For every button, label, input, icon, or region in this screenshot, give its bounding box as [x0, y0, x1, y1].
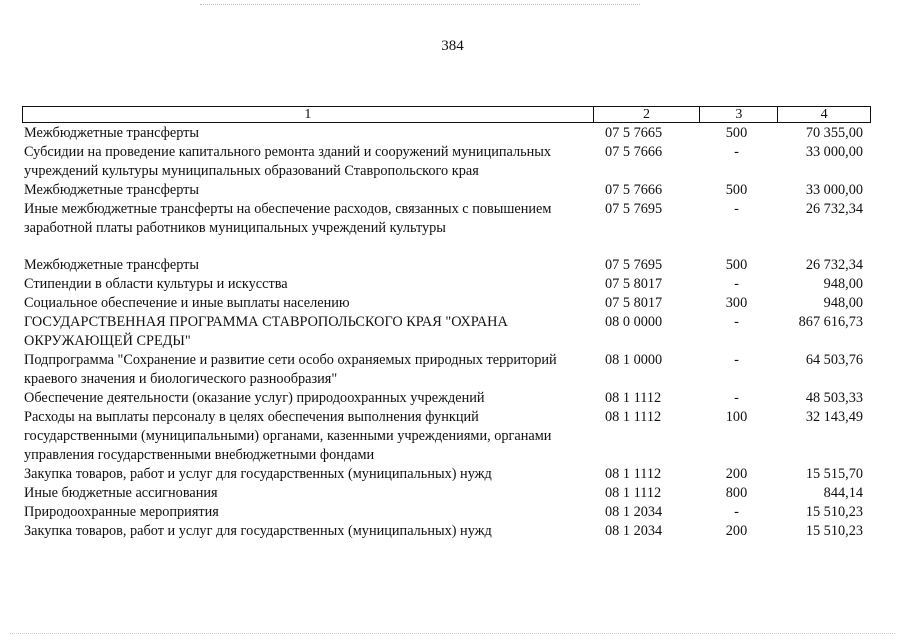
row-amount: 70 355,00 — [805, 125, 863, 141]
row-name: Межбюджетные трансферты — [24, 182, 200, 198]
row-amount: 32 143,49 — [805, 409, 863, 425]
table-row — [24, 124, 871, 143]
table-row — [24, 389, 871, 408]
row-code: 08 1 0000 — [605, 352, 663, 368]
row-amount: 33 000,00 — [805, 144, 863, 160]
row-type: 300 — [725, 295, 748, 311]
budget-table — [24, 124, 871, 541]
table-row — [24, 522, 871, 541]
table-row — [24, 465, 871, 484]
table-header — [22, 106, 871, 123]
table-row — [24, 313, 871, 351]
scan-artifact-top — [200, 4, 640, 6]
row-type: - — [734, 276, 739, 292]
row-code: 08 1 1112 — [605, 390, 662, 406]
row-code: 08 0 0000 — [605, 314, 663, 330]
scan-artifact-bottom — [10, 633, 895, 635]
row-code: 08 1 1112 — [605, 409, 662, 425]
row-name: Стипендии в области культуры и искусства — [24, 276, 288, 292]
row-code: 07 5 8017 — [605, 295, 663, 311]
row-code: 07 5 7695 — [605, 201, 663, 217]
row-amount: 48 503,33 — [805, 390, 863, 406]
row-type: - — [734, 314, 739, 330]
row-name: Субсидии на проведение капитального ремонта зданий и сооружений муниципальных учреждений культуры муниципальных образований Ставропольского края — [24, 144, 552, 179]
row-amount: 33 000,00 — [805, 182, 863, 198]
row-type: - — [734, 201, 739, 217]
row-type: - — [734, 504, 739, 520]
row-amount: 948,00 — [823, 276, 863, 292]
row-name: Иные межбюджетные трансферты на обеспечение расходов, связанных с повышением заработной платы работников муниципальных учреждений культуры — [24, 201, 552, 236]
row-amount: 844,14 — [823, 485, 863, 501]
table-row — [24, 484, 871, 503]
table-row — [24, 200, 871, 238]
row-code: 07 5 7695 — [605, 257, 663, 273]
row-name: Социальное обеспечение и иные выплаты населению — [24, 295, 350, 311]
row-type: - — [734, 144, 739, 160]
row-amount: 15 515,70 — [805, 466, 863, 482]
row-type: 200 — [725, 523, 748, 539]
row-amount: 64 503,76 — [805, 352, 863, 368]
row-amount: 26 732,34 — [805, 257, 863, 273]
row-code: 08 1 1112 — [605, 485, 662, 501]
row-type: 100 — [725, 409, 748, 425]
table-row — [24, 351, 871, 389]
row-name: Природоохранные мероприятия — [24, 504, 219, 520]
row-type: - — [734, 390, 739, 406]
page-number: 384 — [441, 38, 464, 54]
row-code: 08 1 2034 — [605, 504, 663, 520]
row-name: Подпрограмма "Сохранение и развитие сети особо охраняемых природных территорий краевого значения и биологического разнообразия" — [24, 352, 557, 387]
row-type: 200 — [725, 466, 748, 482]
table-row — [24, 275, 871, 294]
table-row — [24, 503, 871, 522]
row-code: 07 5 7666 — [605, 144, 663, 160]
header-col-1: 1 — [23, 107, 594, 122]
header-col-4: 4 — [820, 107, 828, 122]
row-amount: 948,00 — [823, 295, 863, 311]
row-name: Расходы на выплаты персоналу в целях обеспечения выполнения функций государственными (муниципальными) органами, казенными учреждениями, органами управления государственными внебюджетными фондами — [24, 409, 552, 463]
row-code: 07 5 8017 — [605, 276, 663, 292]
table-row — [24, 181, 871, 200]
table-row — [24, 294, 871, 313]
header-col-2: 2 — [594, 107, 701, 122]
header-col-3: 3 — [700, 107, 778, 122]
table-row — [24, 256, 871, 275]
row-code: 07 5 7666 — [605, 182, 663, 198]
row-type: - — [734, 352, 739, 368]
row-code: 08 1 2034 — [605, 523, 663, 539]
row-name: Закупка товаров, работ и услуг для государственных (муниципальных) нужд — [24, 523, 492, 539]
row-amount: 15 510,23 — [805, 504, 863, 520]
row-type: 800 — [725, 485, 748, 501]
row-code: 07 5 7665 — [605, 125, 663, 141]
row-name: Закупка товаров, работ и услуг для государственных (муниципальных) нужд — [24, 466, 492, 482]
row-amount: 867 616,73 — [798, 314, 863, 330]
table-row — [24, 408, 871, 465]
row-name: Иные бюджетные ассигнования — [24, 485, 218, 501]
row-type: 500 — [725, 125, 748, 141]
table-row — [24, 143, 871, 181]
row-amount: 15 510,23 — [805, 523, 863, 539]
row-type: 500 — [725, 182, 748, 198]
row-name: ГОСУДАРСТВЕННАЯ ПРОГРАММА СТАВРОПОЛЬСКОГО КРАЯ "ОХРАНА ОКРУЖАЮЩЕЙ СРЕДЫ" — [24, 314, 508, 349]
row-code: 08 1 1112 — [605, 466, 662, 482]
row-type: 500 — [725, 257, 748, 273]
row-name: Обеспечение деятельности (оказание услуг) природоохранных учреждений — [24, 390, 485, 406]
row-spacer — [24, 238, 871, 256]
row-name: Межбюджетные трансферты — [24, 257, 200, 273]
row-name: Межбюджетные трансферты — [24, 125, 200, 141]
row-amount: 26 732,34 — [805, 201, 863, 217]
